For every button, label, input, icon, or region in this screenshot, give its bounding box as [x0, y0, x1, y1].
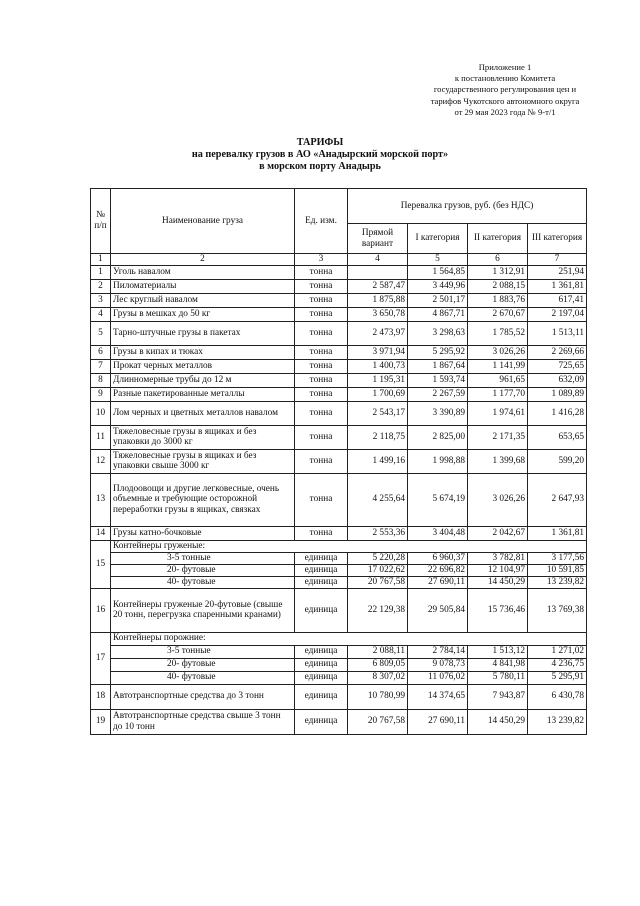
table-row: [91, 387, 587, 401]
cat3-price-cell: 2 269,66: [528, 345, 587, 359]
cargo-name-cell: Тяжеловесные грузы в ящиках и без упаковки свыше 3000 кг: [111, 449, 295, 473]
unit-cell: тонна: [295, 449, 348, 473]
index-cell: 2: [111, 254, 295, 266]
cat2-price-cell: 12 104,97: [468, 564, 528, 576]
direct-price-cell: 8 307,02: [348, 671, 408, 684]
table-row: [91, 709, 587, 734]
cat3-price-cell: 2 197,04: [528, 307, 587, 321]
cat1-price-cell: 3 390,89: [408, 401, 468, 425]
appendix-line: к постановлению Комитета: [454, 73, 556, 84]
header-group: Перевалка грузов, руб. (без НДС): [348, 189, 587, 224]
direct-price-cell: 2 088,11: [348, 645, 408, 658]
container-type-cell: 20- футовые: [111, 564, 295, 576]
table-subrow: [91, 564, 587, 576]
row-num-cell: 10: [91, 401, 111, 425]
table-row: [91, 293, 587, 307]
table-row: [91, 359, 587, 373]
cat1-price-cell: 11 076,02: [408, 671, 468, 684]
cat1-price-cell: 1 593,74: [408, 373, 468, 387]
cargo-name-cell: Автотранспортные средства до 3 тонн: [111, 684, 295, 709]
row-num-cell: 15: [91, 540, 111, 588]
unit-cell: тонна: [295, 279, 348, 293]
row-num-cell: 17: [91, 632, 111, 684]
appendix-line: тарифов Чукотского автономного округа: [430, 95, 580, 106]
direct-price-cell: 1 499,16: [348, 449, 408, 473]
row-num-cell: 19: [91, 709, 111, 734]
table-subrow: [91, 552, 587, 564]
row-num-cell: 1: [91, 265, 111, 279]
cat1-price-cell: 5 295,92: [408, 345, 468, 359]
row-num-cell: 12: [91, 449, 111, 473]
direct-price-cell: 20 767,58: [348, 709, 408, 734]
direct-price-cell: 2 543,17: [348, 401, 408, 425]
appendix-block: [405, 62, 605, 118]
table-row: [91, 307, 587, 321]
cargo-name-cell: Грузы в мешках до 50 кг: [111, 307, 295, 321]
table-group-row: [91, 632, 587, 645]
document-subtitle-port: в морском порту Анадырь: [259, 161, 381, 172]
table-row: [91, 425, 587, 449]
table-row: [91, 684, 587, 709]
cat1-price-cell: 3 449,96: [408, 279, 468, 293]
index-cell: 6: [468, 254, 528, 266]
cat1-price-cell: 1 564,85: [408, 265, 468, 279]
unit-cell: единица: [295, 564, 348, 576]
cat3-price-cell: 1 513,11: [528, 321, 587, 345]
header-direct: Прямой вариант: [348, 224, 408, 254]
table-row: [91, 321, 587, 345]
unit-cell: тонна: [295, 526, 348, 540]
table-row: [91, 279, 587, 293]
document-subtitle: на перевалку грузов в АО «Анадырский морской порт»: [191, 149, 449, 160]
cat2-price-cell: 3 026,26: [468, 473, 528, 526]
direct-price-cell: 1 400,73: [348, 359, 408, 373]
cat3-price-cell: 13 769,38: [528, 588, 587, 632]
unit-cell: единица: [295, 658, 348, 671]
cat2-price-cell: 7 943,87: [468, 684, 528, 709]
cat1-price-cell: 3 298,63: [408, 321, 468, 345]
table-group-row: [91, 540, 587, 552]
index-cell: 7: [528, 254, 587, 266]
header-name: Наименование груза: [111, 189, 295, 254]
cat3-price-cell: 617,41: [528, 293, 587, 307]
cargo-name-cell: Прокат черных металлов: [111, 359, 295, 373]
row-num-cell: 16: [91, 588, 111, 632]
direct-price-cell: 3 650,78: [348, 307, 408, 321]
cat1-price-cell: 5 674,19: [408, 473, 468, 526]
cat1-price-cell: 27 690,11: [408, 576, 468, 588]
unit-cell: единица: [295, 588, 348, 632]
row-num-cell: 3: [91, 293, 111, 307]
cat2-price-cell: 4 841,98: [468, 658, 528, 671]
cat1-price-cell: 2 825,00: [408, 425, 468, 449]
table-row: [91, 401, 587, 425]
cargo-name-cell: Уголь навалом: [111, 265, 295, 279]
group-name-cell: Контейнеры порожние:: [111, 632, 587, 645]
cat2-price-cell: 2 670,67: [468, 307, 528, 321]
direct-price-cell: 4 255,64: [348, 473, 408, 526]
cat3-price-cell: 6 430,78: [528, 684, 587, 709]
cat2-price-cell: 14 450,29: [468, 576, 528, 588]
document-title: ТАРИФЫ: [296, 137, 344, 148]
row-num-cell: 13: [91, 473, 111, 526]
cat1-price-cell: 22 696,82: [408, 564, 468, 576]
unit-cell: тонна: [295, 425, 348, 449]
direct-price-cell: 17 022,62: [348, 564, 408, 576]
header-unit: Ед. изм.: [295, 189, 348, 254]
cat2-price-cell: 1 785,52: [468, 321, 528, 345]
cat2-price-cell: 1 312,91: [468, 265, 528, 279]
cat3-price-cell: 10 591,85: [528, 564, 587, 576]
container-type-cell: 40- футовые: [111, 576, 295, 588]
direct-price-cell: 10 780,99: [348, 684, 408, 709]
unit-cell: тонна: [295, 293, 348, 307]
cat3-price-cell: 5 295,91: [528, 671, 587, 684]
index-cell: 5: [408, 254, 468, 266]
cat1-price-cell: 4 867,71: [408, 307, 468, 321]
cat2-price-cell: 3 026,26: [468, 345, 528, 359]
cat1-price-cell: 14 374,65: [408, 684, 468, 709]
direct-price-cell: 6 809,05: [348, 658, 408, 671]
appendix-line: государственного регулирования цен и: [433, 84, 577, 95]
cat2-price-cell: 2 042,67: [468, 526, 528, 540]
cat1-price-cell: 2 784,14: [408, 645, 468, 658]
cat3-price-cell: 1 089,89: [528, 387, 587, 401]
appendix-line: от 29 мая 2023 года № 9-т/1: [454, 106, 556, 117]
cat2-price-cell: 5 780,11: [468, 671, 528, 684]
index-cell: 1: [91, 254, 111, 266]
cat2-price-cell: 1 177,70: [468, 387, 528, 401]
container-type-cell: 40- футовые: [111, 671, 295, 684]
cat2-price-cell: 3 782,81: [468, 552, 528, 564]
unit-cell: тонна: [295, 321, 348, 345]
group-name-cell: Контейнеры груженые:: [111, 540, 587, 552]
direct-price-cell: 1 195,31: [348, 373, 408, 387]
unit-cell: единица: [295, 709, 348, 734]
row-num-cell: 14: [91, 526, 111, 540]
appendix-line: Приложение 1: [478, 62, 532, 72]
cat2-price-cell: 1 399,68: [468, 449, 528, 473]
direct-price-cell: 2 473,97: [348, 321, 408, 345]
row-num-cell: 7: [91, 359, 111, 373]
cat1-price-cell: 1 998,88: [408, 449, 468, 473]
cat2-price-cell: 14 450,29: [468, 709, 528, 734]
direct-price-cell: [348, 265, 408, 279]
cargo-name-cell: Тарно-штучные грузы в пакетах: [111, 321, 295, 345]
container-type-cell: 3-5 тонные: [111, 552, 295, 564]
header-num: № п/п: [91, 189, 111, 254]
cat1-price-cell: 3 404,48: [408, 526, 468, 540]
unit-cell: тонна: [295, 345, 348, 359]
cargo-name-cell: Тяжеловесные грузы в ящиках и без упаковки до 3000 кг: [111, 425, 295, 449]
table-row: [91, 373, 587, 387]
cat1-price-cell: 29 505,84: [408, 588, 468, 632]
index-cell: 3: [295, 254, 348, 266]
unit-cell: тонна: [295, 401, 348, 425]
header-cat1: I категория: [408, 224, 468, 254]
tariff-table-body: [91, 189, 587, 735]
cat2-price-cell: 961,65: [468, 373, 528, 387]
cat3-price-cell: 13 239,82: [528, 709, 587, 734]
unit-cell: тонна: [295, 265, 348, 279]
table-row: [91, 345, 587, 359]
cat2-price-cell: 2 088,15: [468, 279, 528, 293]
unit-cell: единица: [295, 671, 348, 684]
unit-cell: единица: [295, 645, 348, 658]
row-num-cell: 4: [91, 307, 111, 321]
container-type-cell: 20- футовые: [111, 658, 295, 671]
cargo-name-cell: Пиломатериалы: [111, 279, 295, 293]
direct-price-cell: 3 971,94: [348, 345, 408, 359]
cat3-price-cell: 4 236,75: [528, 658, 587, 671]
direct-price-cell: 2 553,36: [348, 526, 408, 540]
row-num-cell: 8: [91, 373, 111, 387]
unit-cell: тонна: [295, 473, 348, 526]
cat3-price-cell: 13 239,82: [528, 576, 587, 588]
cat3-price-cell: 1 271,02: [528, 645, 587, 658]
direct-price-cell: 1 875,88: [348, 293, 408, 307]
cargo-name-cell: Грузы катно-бочковые: [111, 526, 295, 540]
cargo-name-cell: Длинномерные трубы до 12 м: [111, 373, 295, 387]
cat3-price-cell: 632,09: [528, 373, 587, 387]
cat3-price-cell: 725,65: [528, 359, 587, 373]
cargo-name-cell: Плодоовощи и другие легковесные, очень объемные и требующие осторожной переработки грузы в ящиках, связках: [111, 473, 295, 526]
cargo-name-cell: Автотранспортные средства свыше 3 тонн до 10 тонн: [111, 709, 295, 734]
cat2-price-cell: 1 974,61: [468, 401, 528, 425]
cat3-price-cell: 3 177,56: [528, 552, 587, 564]
row-num-cell: 9: [91, 387, 111, 401]
unit-cell: тонна: [295, 387, 348, 401]
cat1-price-cell: 2 267,59: [408, 387, 468, 401]
row-num-cell: 11: [91, 425, 111, 449]
cat3-price-cell: 653,65: [528, 425, 587, 449]
cargo-name-cell: Разные пакетированные металлы: [111, 387, 295, 401]
cat1-price-cell: 2 501,17: [408, 293, 468, 307]
unit-cell: единица: [295, 684, 348, 709]
unit-cell: тонна: [295, 373, 348, 387]
table-row: [91, 473, 587, 526]
table-subrow: [91, 576, 587, 588]
cargo-name-cell: Лом черных и цветных металлов навалом: [111, 401, 295, 425]
cat2-price-cell: 1 883,76: [468, 293, 528, 307]
unit-cell: тонна: [295, 359, 348, 373]
cat3-price-cell: 1 361,81: [528, 526, 587, 540]
header-cat2: II категория: [468, 224, 528, 254]
cat3-price-cell: 599,20: [528, 449, 587, 473]
table-subrow: [91, 645, 587, 658]
unit-cell: тонна: [295, 307, 348, 321]
unit-cell: единица: [295, 552, 348, 564]
table-row: [91, 526, 587, 540]
tariff-table: [90, 188, 587, 735]
direct-price-cell: 2 587,47: [348, 279, 408, 293]
direct-price-cell: 2 118,75: [348, 425, 408, 449]
cat3-price-cell: 1 416,28: [528, 401, 587, 425]
row-num-cell: 6: [91, 345, 111, 359]
cat2-price-cell: 1 513,12: [468, 645, 528, 658]
cat3-price-cell: 251,94: [528, 265, 587, 279]
cat1-price-cell: 6 960,37: [408, 552, 468, 564]
cat3-price-cell: 2 647,93: [528, 473, 587, 526]
table-row: [91, 449, 587, 473]
cargo-name-cell: Контейнеры груженые 20-футовые (свыше 20 тонн, перегрузка спаренными кранами): [111, 588, 295, 632]
direct-price-cell: 1 700,69: [348, 387, 408, 401]
direct-price-cell: 20 767,58: [348, 576, 408, 588]
table-row: [91, 265, 587, 279]
cargo-name-cell: Лес круглый навалом: [111, 293, 295, 307]
direct-price-cell: 22 129,38: [348, 588, 408, 632]
cargo-name-cell: Грузы в кипах и тюках: [111, 345, 295, 359]
cat2-price-cell: 15 736,46: [468, 588, 528, 632]
row-num-cell: 5: [91, 321, 111, 345]
unit-cell: единица: [295, 576, 348, 588]
cat2-price-cell: 1 141,99: [468, 359, 528, 373]
cat3-price-cell: 1 361,81: [528, 279, 587, 293]
table-subrow: [91, 671, 587, 684]
table-subrow: [91, 658, 587, 671]
container-type-cell: 3-5 тонные: [111, 645, 295, 658]
table-row: [91, 588, 587, 632]
direct-price-cell: 5 220,28: [348, 552, 408, 564]
cat1-price-cell: 9 078,73: [408, 658, 468, 671]
cat1-price-cell: 27 690,11: [408, 709, 468, 734]
row-num-cell: 2: [91, 279, 111, 293]
cat1-price-cell: 1 867,64: [408, 359, 468, 373]
index-cell: 4: [348, 254, 408, 266]
header-cat3: III категория: [528, 224, 587, 254]
row-num-cell: 18: [91, 684, 111, 709]
cat2-price-cell: 2 171,35: [468, 425, 528, 449]
